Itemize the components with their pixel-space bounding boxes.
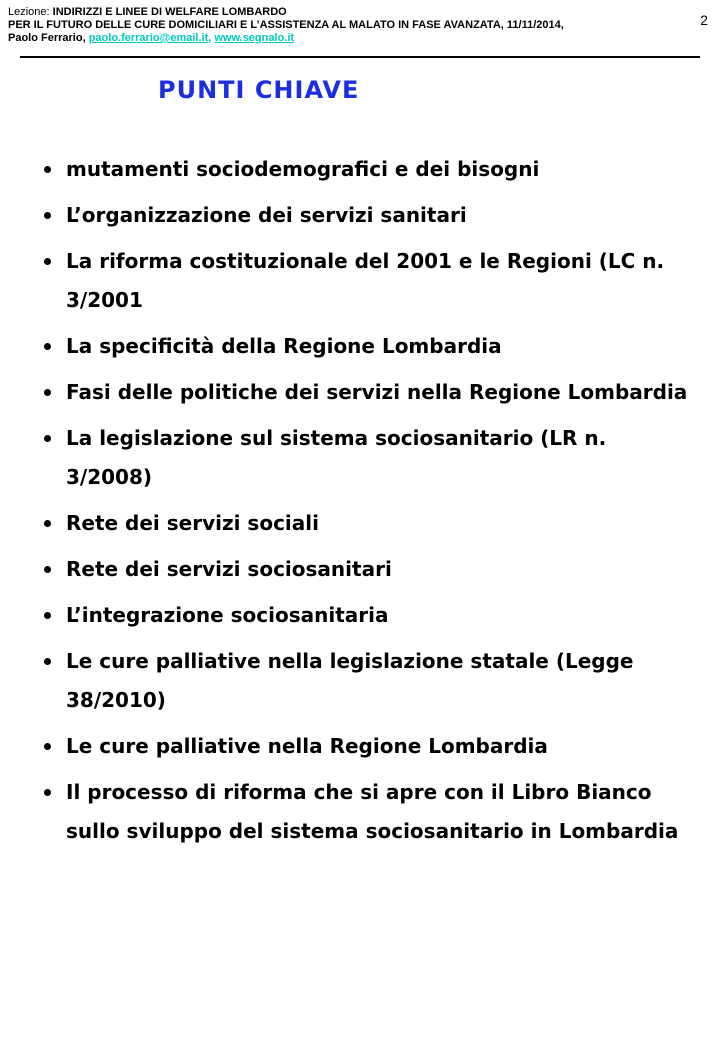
lecture-subtitle: PER IL FUTURO DELLE CURE DOMICILIARI E L’ASSISTENZA AL MALATO IN FASE AVANZATA, 11/11/2014,: [8, 19, 564, 31]
lecture-header: [8, 6, 668, 45]
lezione-label: Lezione:: [8, 6, 50, 18]
bullet-item-11: Le cure palliative nella Regione Lombardia: [42, 727, 694, 766]
bullet-item-3: La riforma costituzionale del 2001 e le Regioni (LC n. 3/2001: [42, 242, 694, 320]
bullet-item-10: Le cure palliative nella legislazione statale (Legge 38/2010): [42, 642, 694, 720]
bullet-item-12: Il processo di riforma che si apre con il Libro Bianco sullo sviluppo del sistema sociosanitario in Lombardia: [42, 773, 694, 851]
bullet-item-9: L’integrazione sociosanitaria: [42, 596, 694, 635]
bullet-item-8: Rete dei servizi sociosanitari: [42, 550, 694, 589]
header-line-3: [8, 32, 668, 45]
bullet-item-6: La legislazione sul sistema sociosanitario (LR n. 3/2008): [42, 419, 694, 497]
header-line-2: [8, 19, 668, 32]
bullet-item-7: Rete dei servizi sociali: [42, 504, 694, 543]
slide-title: PUNTI CHIAVE: [158, 76, 360, 104]
header-line-1: [8, 6, 668, 19]
page-number: 2: [700, 12, 708, 28]
bullet-item-5: Fasi delle politiche dei servizi nella Regione Lombardia: [42, 373, 694, 412]
email-link[interactable]: paolo.ferrario@email.it: [88, 32, 209, 44]
link-separator: ,: [208, 32, 212, 44]
bullet-item-1: mutamenti sociodemografici e dei bisogni: [42, 150, 694, 189]
website-link[interactable]: www.segnalo.it: [214, 32, 295, 44]
key-points-list: [42, 150, 694, 858]
lecture-title: INDIRIZZI E LINEE DI WELFARE LOMBARDO: [52, 6, 287, 18]
author-name: Paolo Ferrario,: [8, 32, 86, 44]
header-divider-line: [20, 56, 700, 58]
bullet-item-2: L’organizzazione dei servizi sanitari: [42, 196, 694, 235]
bullet-item-4: La specificità della Regione Lombardia: [42, 327, 694, 366]
